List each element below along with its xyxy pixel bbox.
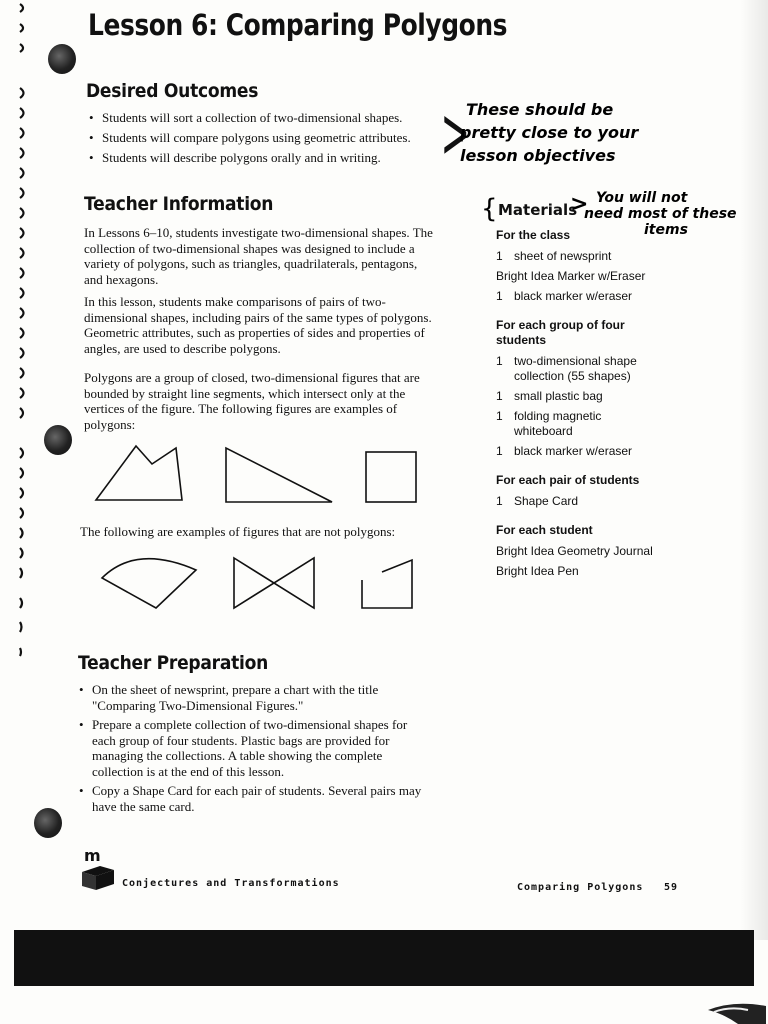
cube-logo-icon (78, 850, 118, 892)
page-number: 59 (664, 882, 679, 893)
open-square-shape (362, 560, 412, 608)
list-item: 1 two-dimensional shape collection (55 shapes) (496, 354, 637, 383)
spiral-binding (8, 0, 32, 680)
list-item: • On the sheet of newsprint, prepare a chart with the title "Comparing Two-Dimensional Figures." (78, 682, 428, 713)
materials-group (496, 228, 686, 304)
right-triangle-shape (226, 448, 332, 502)
polygon-examples (90, 440, 430, 510)
scan-border-bar (14, 930, 754, 986)
handwritten-brace: > (440, 92, 470, 174)
list-item: • Students will describe polygons orally and in writing. (88, 150, 438, 166)
handwritten-right-brace: > (570, 192, 589, 217)
list-item: 1 small plastic bag (496, 389, 603, 403)
materials-group-title: For each student (496, 523, 593, 537)
list-item: 1 black marker w/eraser (496, 289, 633, 303)
handwritten-left-brace: { (481, 194, 498, 224)
list-item: Bright Idea Pen (496, 564, 579, 578)
teacher-info-paragraph: In this lesson, students make comparisons of pairs of two-dimensional shapes, including pairs of the same types of polygons. Geometric attributes, such as properties of sides and properties of angles, are used to describe polygons. (84, 294, 432, 356)
sector-shape (102, 559, 196, 608)
desired-outcomes-heading: Desired Outcomes (86, 80, 259, 102)
teacher-info-paragraph: Polygons are a group of closed, two-dimensional figures that are bounded by straight line segments, which intersect only at the vertices of the figure. The following figures are examples of polygons: (84, 370, 420, 432)
handwritten-note-objectives: These should be pretty close to your lesson objectives (460, 100, 639, 165)
page-edge-shadow (740, 0, 768, 940)
square-shape (366, 452, 416, 502)
materials-heading: Materials (498, 201, 578, 219)
list-item: 1 Shape Card (496, 494, 579, 508)
footer-lesson-title: Comparing Polygons (517, 882, 644, 893)
list-item: Bright Idea Geometry Journal (496, 544, 653, 558)
materials-group-title: For each pair of students (496, 473, 640, 487)
desired-outcomes-list (88, 110, 438, 170)
list-item: 1 sheet of newsprint (496, 249, 612, 263)
handwritten-note-materials: You will not need most of these items (584, 190, 737, 238)
binder-hole-top (48, 44, 76, 74)
materials-group (496, 523, 686, 579)
list-item: • Students will sort a collection of two-dimensional shapes. (88, 110, 438, 126)
materials-group-title: For the class (496, 228, 571, 242)
list-item: Bright Idea Marker w/Eraser (496, 269, 646, 283)
footer-unit-title: Conjectures and Transformations (122, 878, 340, 889)
concave-pentagon-shape (96, 446, 182, 500)
teacher-preparation-list (78, 682, 428, 818)
bowtie-shape (234, 558, 314, 608)
teacher-information-heading: Teacher Information (84, 193, 274, 215)
not-polygons-caption: The following are examples of figures that are not polygons: (80, 524, 396, 539)
page-corner-curl (704, 1000, 768, 1024)
list-item: • Prepare a complete collection of two-dimensional shapes for each group of four students. Plastic bags are provided for managing the collections. A table showing the complete collection is at the end of this lesson. (78, 717, 428, 779)
binder-hole-bottom (34, 808, 62, 838)
list-item: • Students will compare polygons using geometric attributes. (88, 130, 438, 146)
teacher-preparation-heading: Teacher Preparation (78, 652, 268, 674)
logo-letter: m (84, 846, 101, 865)
materials-list (496, 228, 686, 584)
materials-group (496, 473, 686, 509)
list-item: • Copy a Shape Card for each pair of students. Several pairs may have the same card. (78, 783, 428, 814)
teacher-info-paragraph: In Lessons 6–10, students investigate two-dimensional shapes. The collection of two-dimensional shapes was designed to include a variety of polygons, such as triangles, quadrilaterals, pentagons, and hexagons. (84, 225, 433, 287)
binder-hole-middle (44, 425, 72, 455)
list-item: 1 folding magnetic whiteboard (496, 409, 602, 438)
materials-group (496, 318, 686, 459)
lesson-title: Lesson 6: Comparing Polygons (88, 8, 508, 42)
materials-group-title: For each group of four students (496, 318, 625, 347)
publisher-logo (78, 846, 118, 892)
list-item: 1 black marker w/eraser (496, 444, 633, 458)
non-polygon-examples (96, 550, 426, 620)
